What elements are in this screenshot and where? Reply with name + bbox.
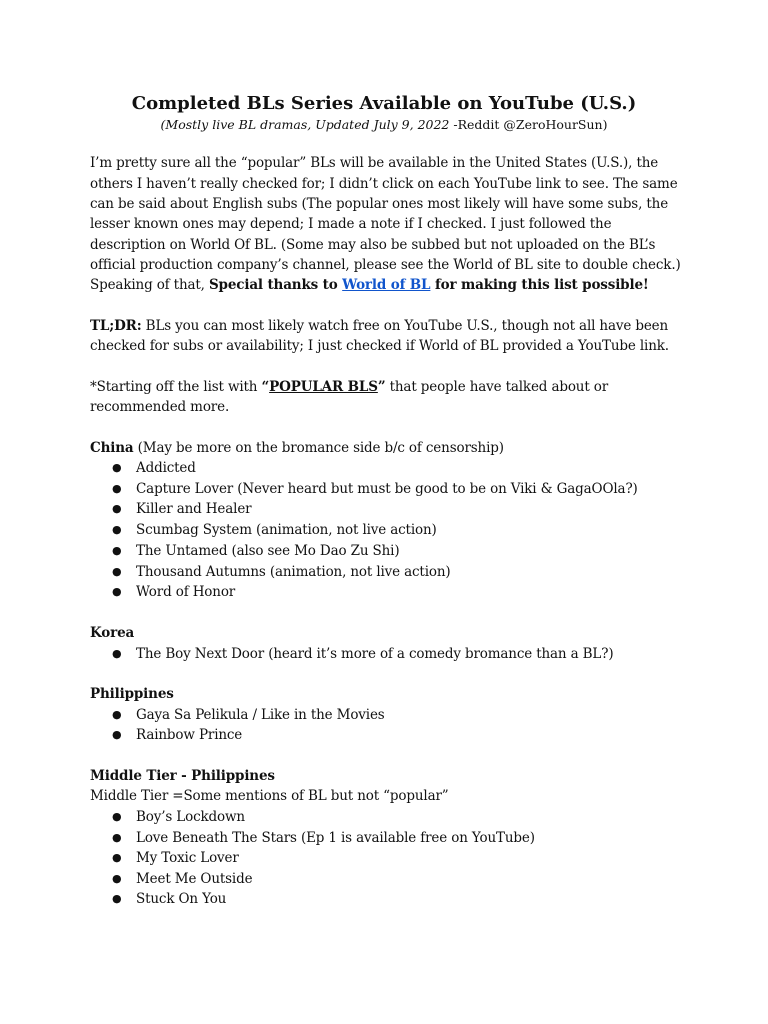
bullet-icon: ●	[112, 544, 122, 557]
china-heading-line	[90, 438, 504, 458]
list-item: Addicted	[136, 460, 196, 476]
quote-open: “	[261, 379, 270, 395]
intro-line: can be said about English subs (The popular ones most likely will have some subs, the	[90, 196, 669, 212]
tldr-line-2: checked for subs or availability; I just checked if World of BL provided a YouTube link.	[90, 338, 669, 354]
document-title: Completed BLs Series Available on YouTube (U.S.)	[131, 93, 637, 114]
bullet-icon: ●	[112, 831, 122, 844]
list-item: Gaya Sa Pelikula / Like in the Movies	[136, 707, 385, 723]
bullet-icon: ●	[112, 851, 122, 864]
list-item: Scumbag System (animation, not live action)	[136, 522, 437, 538]
list-item: Meet Me Outside	[136, 871, 253, 887]
intro-line: I’m pretty sure all the “popular” BLs will be available in the United States (U.S.), the	[90, 155, 659, 171]
china-note: (May be more on the bromance side b/c of censorship)	[133, 440, 504, 456]
bullet-icon: ●	[112, 502, 122, 515]
list-item: Capture Lover (Never heard but must be good to be on Viki & GagaOOla?)	[136, 481, 638, 497]
philippines-heading: Philippines	[90, 686, 174, 702]
intro-line: description on World Of BL. (Some may also be subbed but not uploaded on the BL’s	[90, 237, 656, 253]
subtitle-credit: -Reddit @ZeroHourSun)	[453, 117, 608, 132]
starting-prefix: *Starting off the list with	[90, 379, 262, 395]
bullet-icon: ●	[112, 728, 122, 741]
bullet-icon: ●	[112, 872, 122, 885]
bullet-icon: ●	[112, 892, 122, 905]
intro-line: official production company’s channel, please see the World of BL site to double check.)	[90, 257, 681, 273]
bullet-icon: ●	[112, 708, 122, 721]
tldr-text: BLs you can most likely watch free on YouTube U.S., though not all have been	[141, 318, 669, 334]
list-item: Boy’s Lockdown	[136, 809, 245, 825]
thanks-suffix: for making this list possible!	[430, 277, 649, 293]
world-of-bl-link[interactable]: World of BL	[342, 277, 431, 293]
intro-last-prefix: Speaking of that,	[90, 277, 209, 293]
intro-line: lesser known ones may depend; I made a note if I checked. I just followed the	[90, 216, 612, 232]
popular-bls-label: POPULAR BLS	[269, 379, 378, 395]
bullet-icon: ●	[112, 523, 122, 536]
korea-heading: Korea	[90, 625, 135, 641]
list-item: Thousand Autumns (animation, not live action)	[136, 564, 451, 580]
intro-line: others I haven’t really checked for; I didn’t click on each YouTube link to see. The same	[90, 176, 678, 192]
bullet-icon: ●	[112, 585, 122, 598]
list-item: The Untamed (also see Mo Dao Zu Shi)	[136, 543, 400, 559]
bullet-icon: ●	[112, 810, 122, 823]
china-heading: China	[90, 440, 134, 456]
list-item: The Boy Next Door (heard it’s more of a comedy bromance than a BL?)	[136, 646, 614, 662]
subtitle-italic: (Mostly live BL dramas, Updated July 9, 2022	[160, 117, 454, 132]
thanks-prefix: Special thanks to	[208, 277, 343, 293]
list-item: Love Beneath The Stars (Ep 1 is available free on YouTube)	[136, 830, 535, 846]
list-item: Rainbow Prince	[136, 727, 243, 743]
list-item: Word of Honor	[136, 584, 236, 600]
intro-thanks-line	[90, 275, 649, 295]
bullet-icon: ●	[112, 461, 122, 474]
document-subtitle	[0, 116, 768, 134]
quote-close: ”	[377, 379, 386, 395]
tldr-line	[90, 316, 668, 336]
list-item: My Toxic Lover	[136, 850, 239, 866]
starting-line-2: recommended more.	[90, 399, 230, 415]
list-item: Killer and Healer	[136, 501, 252, 517]
starting-suffix: that people have talked about or	[385, 379, 609, 395]
bullet-icon: ●	[112, 565, 122, 578]
starting-line	[90, 377, 608, 397]
tldr-label: TL;DR:	[90, 318, 142, 334]
bullet-icon: ●	[112, 482, 122, 495]
bullet-icon: ●	[112, 647, 122, 660]
middle-tier-desc: Middle Tier =Some mentions of BL but not “popular”	[90, 788, 449, 804]
middle-tier-heading: Middle Tier - Philippines	[90, 768, 275, 784]
list-item: Stuck On You	[136, 891, 227, 907]
